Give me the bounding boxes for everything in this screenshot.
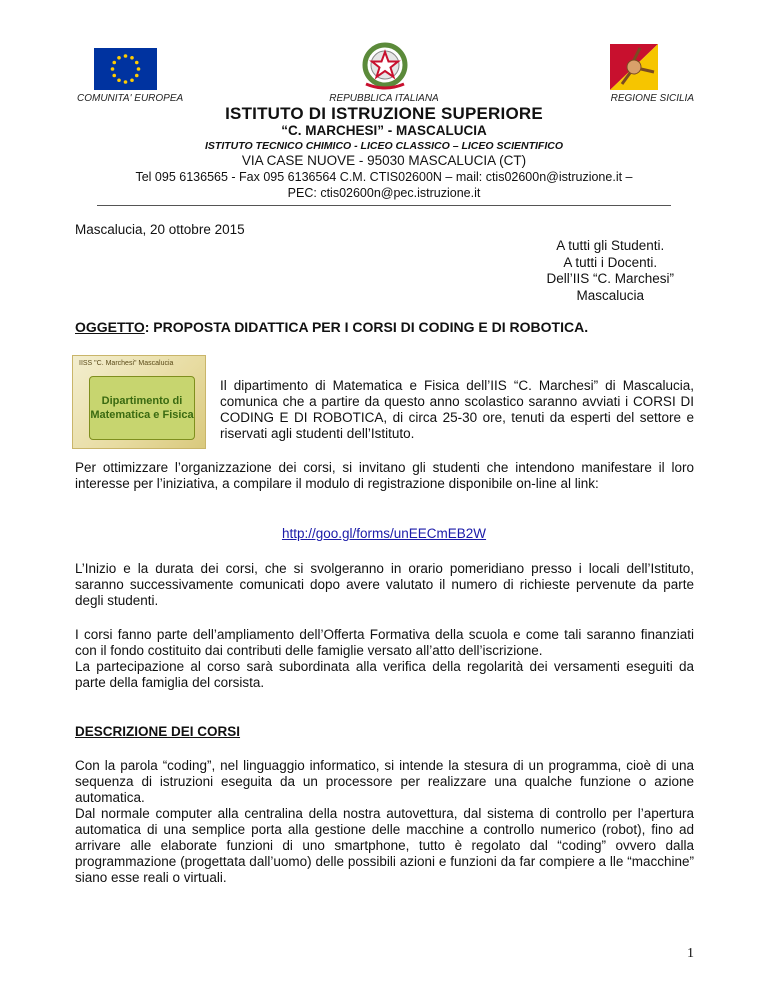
school-types: ISTITUTO TECNICO CHIMICO - LICEO CLASSICO – LICEO SCIENTIFICO: [205, 140, 563, 152]
header-divider: [97, 205, 671, 206]
department-logo-line: Matematica e Fisica: [90, 409, 194, 421]
school-contacts: Tel 095 6136565 - Fax 095 6136564 C.M. CTIS02600N – mail: ctis02600n@istruzione.it –: [135, 170, 633, 184]
eu-flag-icon: [94, 48, 157, 90]
italian-republic-emblem-icon: [356, 40, 414, 92]
eu-caption: COMUNITA' EUROPEA: [77, 93, 184, 104]
section-title: DESCRIZIONE DEI CORSI: [75, 724, 241, 739]
paragraph-funding-line: I corsi fanno parte dell’ampliamento dell’Offerta Formativa della scuola e come tali saranno finanziati con il fondo costituito dai contributi delle famiglie versato all’atto dell’iscrizione.: [75, 627, 694, 658]
recipient-line: A tutti gli Studenti.: [556, 238, 665, 253]
eu-star-icon: [117, 56, 121, 60]
eu-star-icon: [130, 78, 134, 82]
school-name: “C. MARCHESI” - MASCALUCIA: [281, 123, 487, 138]
school-pec: PEC: ctis02600n@pec.istruzione.it: [287, 186, 481, 200]
department-logo-line: Dipartimento di: [101, 395, 183, 407]
department-logo-header: IISS "C. Marchesi" Mascalucia: [79, 360, 174, 367]
eu-star-icon: [130, 56, 134, 60]
paragraph-intro: Il dipartimento di Matematica e Fisica dell’IIS “C. Marchesi” di Mascalucia, comunica che a partire da questo anno scolastico saranno avviati i CORSI DI CODING E DI ROBOTICA, di circa 25-30 ore, tenuti da esperti del settore e riservati agli studenti dell’Istituto.: [220, 378, 694, 441]
eu-star-icon: [137, 67, 141, 71]
eu-star-icon: [135, 74, 139, 78]
department-logo-box: [89, 376, 195, 440]
paragraph-funding: [75, 627, 694, 691]
paragraph-coding-examples: Dal normale computer alla centralina della nostra autovettura, dal sistema di controllo per l’apertura automatica di una semplice porta alla gestione delle macchine a controllo numerico (robot), fino ad arrivare alle elaborate funzioni di uno smartphone, tutto è regolato dal “coding” ovvero dalla programmazione (progettata dall’uomo) delle possibili azioni e funzioni da far compiere a lle “macchine” siano esse reali o virtuali.: [75, 806, 694, 885]
eu-star-icon: [112, 61, 116, 65]
paragraph-registration: Per ottimizzare l’organizzazione dei corsi, si invitano gli studenti che intendono manifestare il loro interesse per l’iniziativa, a compilare il modulo di registrazione disponibile on-line al link:: [75, 460, 694, 491]
document-date: Mascalucia, 20 ottobre 2015: [75, 222, 245, 237]
subject-text: : PROPOSTA DIDATTICA PER I CORSI DI CODING E DI ROBOTICA.: [144, 319, 589, 335]
paragraph-participation-line: La partecipazione al corso sarà subordinata alla verifica della regolarità dei versamenti eseguiti da parte della famiglia del corsista.: [75, 659, 694, 690]
page-number: 1: [687, 946, 694, 961]
paragraph-schedule: L’Inizio e la durata dei corsi, che si svolgeranno in orario pomeridiano presso i locali dell’Istituto, saranno successivamente comunicati dopo avere valutato il numero di richieste pervenute da parte degli studenti.: [75, 561, 694, 608]
sicily-caption: REGIONE SICILIA: [610, 93, 694, 104]
recipients-block: [546, 238, 674, 304]
eu-star-icon: [135, 61, 139, 65]
paragraph-coding-definition: Con la parola “coding”, nel linguaggio informatico, si intende la stesura di un programma, cioè di una sequenza di istruzioni eseguita da un processore per realizzare una qualche funzione o azione automatica.: [75, 758, 694, 805]
italy-caption: REPUBBLICA ITALIANA: [329, 93, 439, 104]
sicily-region-flag-icon: [610, 44, 658, 90]
registration-form-link[interactable]: http://goo.gl/forms/unEECmEB2W: [281, 526, 487, 541]
eu-star-icon: [112, 74, 116, 78]
school-address: VIA CASE NUOVE - 95030 MASCALUCIA (CT): [241, 153, 527, 168]
eu-star-icon: [124, 54, 128, 58]
eu-star-icon: [111, 67, 115, 71]
eu-star-icon: [124, 80, 128, 84]
paragraph-coding-description: [75, 758, 694, 886]
department-logo: [72, 355, 206, 449]
recipient-line: Dell’IIS “C. Marchesi”: [546, 271, 674, 286]
eu-star-icon: [117, 78, 121, 82]
school-title: ISTITUTO DI ISTRUZIONE SUPERIORE: [225, 104, 543, 123]
subject-label: OGGETTO: [75, 319, 145, 335]
subject-line: [75, 319, 588, 335]
recipient-line: Mascalucia: [576, 287, 644, 303]
recipient-line: A tutti i Docenti.: [563, 254, 658, 270]
